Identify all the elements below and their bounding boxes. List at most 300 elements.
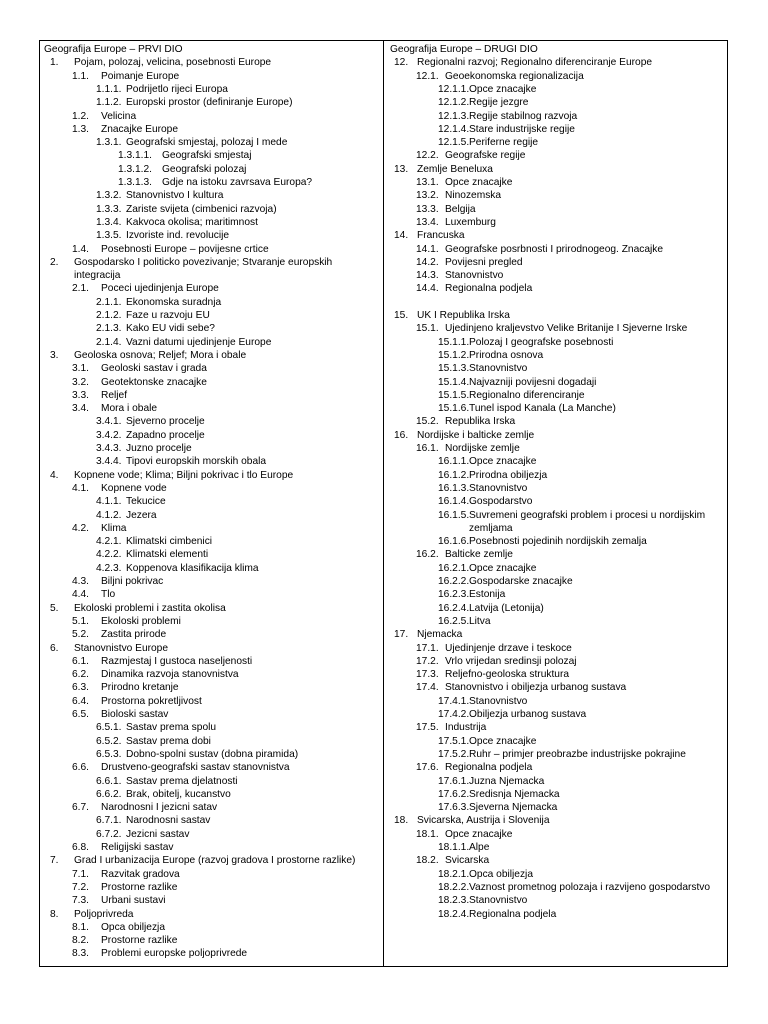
toc-item-text: Ekoloski problemi i zastita okolisa	[74, 602, 226, 614]
toc-item-text: Tlo	[101, 589, 116, 601]
toc-item-number: 17.6.3.	[438, 802, 470, 814]
toc-item-text: Problemi europske poljoprivrede	[101, 948, 248, 960]
toc-item	[390, 282, 726, 295]
toc-item	[390, 189, 726, 202]
toc-item-text: Drustveno-geografski sastav stanovnistva	[101, 762, 290, 774]
toc-item	[44, 509, 381, 522]
toc-item-text: Tipovi europskih morskih obala	[126, 456, 267, 468]
toc-item-text: Urbani sustavi	[101, 895, 166, 907]
toc-item	[44, 761, 381, 774]
toc-item-number: 1.3.1.	[96, 137, 122, 149]
toc-item	[44, 176, 381, 189]
toc-item-text: Opca obiljezja	[469, 868, 533, 880]
toc-item-number: 18.1.1.	[438, 842, 470, 853]
toc-item-number: 17.3.	[416, 669, 439, 681]
toc-item	[390, 708, 726, 721]
toc-item-number: 6.6.1.	[96, 775, 122, 787]
toc-item-text: Razmjestaj I gustoca naseljenosti	[101, 655, 253, 667]
toc-item-text: Juzna Njemacka	[469, 775, 545, 787]
toc-item-text: Stanovnistvo	[469, 363, 528, 375]
toc-item-text: Njemacka	[417, 629, 463, 641]
toc-item	[390, 695, 726, 708]
toc-item-number: 3.4.3.	[96, 443, 122, 454]
toc-item-text: Opce znacajke	[469, 735, 537, 747]
left-column-title	[44, 43, 381, 56]
toc-item-text: Stanovnistvo Europe	[74, 642, 169, 654]
toc-item	[390, 814, 726, 827]
toc-item-number: 16.1.1.	[438, 456, 470, 468]
toc-item-number: 18.2.3.	[438, 895, 470, 907]
toc-item-text: Tekucice	[126, 496, 166, 508]
toc-item-number: 17.1.	[416, 642, 439, 654]
toc-item-number: 2.1.2.	[96, 310, 122, 321]
toc-item-number: 13.3.	[416, 203, 439, 215]
toc-item-number: 18.2.	[416, 855, 439, 867]
toc-item-number: 8.1.	[72, 921, 89, 933]
toc-item-number: 3.	[50, 349, 59, 361]
toc-item	[44, 216, 381, 229]
toc-item-number: 4.1.2.	[96, 509, 122, 521]
toc-item	[44, 868, 381, 881]
toc-item-number: 4.2.1.	[96, 536, 122, 548]
toc-item	[390, 828, 726, 841]
toc-item-text: Ruhr – primjer preobrazbe industrijske pokrajine	[469, 748, 686, 760]
toc-item-text: Gdje na istoku zavrsava Europa?	[162, 177, 313, 188]
toc-item	[44, 681, 381, 694]
toc-item-number: 16.2.3.	[438, 589, 470, 601]
toc-item	[44, 775, 381, 788]
toc-item	[390, 322, 726, 335]
toc-item	[390, 229, 726, 242]
toc-item-text: Kopnene vode; Klima; Biljni pokrivac i tlo Europe	[74, 469, 294, 481]
toc-item-text: Ninozemska	[445, 190, 502, 202]
toc-item-text: Faze u razvoju EU	[126, 310, 210, 321]
toc-item	[390, 455, 726, 468]
toc-item-number: 7.2.	[72, 881, 89, 893]
toc-item	[44, 828, 381, 841]
toc-item	[44, 296, 381, 309]
toc-item	[44, 588, 381, 601]
toc-item-number: 1.3.1.2.	[118, 163, 152, 175]
toc-item	[390, 123, 726, 136]
toc-item-text: Regionalna podjela	[469, 908, 557, 920]
toc-item-text: Vazni datumi ujedinjenje Europe	[126, 336, 272, 348]
toc-item-text: Svicarska	[445, 855, 490, 867]
toc-item-text: Kako EU vidi sebe?	[126, 323, 215, 335]
toc-item	[390, 362, 726, 375]
toc-item-number: 15.1.3.	[438, 363, 470, 375]
toc-item-number: 1.3.4.	[96, 216, 122, 228]
toc-item-text: Republika Irska	[445, 416, 516, 428]
toc-item	[390, 336, 726, 349]
toc-item-text: Posebnosti pojedinih nordijskih zemalja	[469, 536, 647, 548]
toc-item	[390, 721, 726, 734]
toc-item-text: Klima	[101, 522, 127, 534]
toc-item	[390, 535, 726, 548]
toc-item-number: 16.2.1.	[438, 562, 470, 574]
toc-item-number: 13.	[394, 163, 409, 175]
toc-item-number: 3.4.2.	[96, 429, 122, 441]
toc-item-number: 8.2.	[72, 935, 89, 947]
toc-item	[390, 349, 726, 362]
toc-item-text: Stanovnistvo	[469, 695, 528, 707]
toc-item-text: Opce znacajke	[469, 83, 537, 95]
toc-item-text: Sjeverna Njemacka	[469, 802, 558, 814]
toc-item	[390, 548, 726, 561]
toc-item	[390, 216, 726, 229]
toc-item	[390, 854, 726, 867]
toc-item-text: Industrija	[445, 722, 487, 734]
toc-item-number: 6.7.	[72, 802, 89, 814]
toc-item-number: 1.1.	[72, 70, 89, 82]
toc-item	[44, 349, 381, 362]
toc-item	[44, 721, 381, 734]
toc-item-number: 4.1.	[72, 482, 89, 494]
toc-item-number: 7.1.	[72, 868, 89, 880]
toc-item-text: Grad I urbanizacija Europe (razvoj gradova I prostorne razlike)	[74, 855, 356, 867]
toc-item	[44, 854, 381, 867]
toc-item	[390, 602, 726, 615]
toc-item-number: 17.	[394, 629, 409, 641]
toc-item	[44, 415, 381, 428]
toc-item-number: 14.4.	[416, 283, 439, 295]
toc-item	[390, 495, 726, 508]
toc-item	[44, 562, 381, 575]
toc-item	[390, 442, 726, 455]
toc-item	[390, 269, 726, 282]
toc-item	[390, 881, 726, 894]
toc-item-number: 17.4.1.	[438, 695, 470, 707]
toc-item-text: Izvoriste ind. revolucije	[126, 230, 230, 242]
toc-item-number: 14.	[394, 230, 409, 242]
toc-item-number: 6.7.1.	[96, 815, 122, 827]
toc-item-text: Balticke zemlje	[445, 549, 513, 561]
toc-item-number: 14.3.	[416, 270, 439, 282]
toc-item-number: 1.3.1.1.	[118, 150, 152, 162]
toc-item	[44, 535, 381, 548]
toc-item-text: Vaznost prometnog polozaja i razvijeno gospodarstvo	[469, 881, 711, 893]
toc-item-text: Geografski smjestaj	[162, 150, 252, 162]
toc-item-number: 6.2.	[72, 669, 89, 681]
toc-item-number: 6.	[50, 642, 59, 654]
toc-item	[44, 495, 381, 508]
toc-item-number: 3.3.	[72, 389, 89, 401]
toc-item-text: Opca obiljezja	[101, 921, 165, 933]
toc-item-number: 15.1.	[416, 323, 439, 335]
toc-item-text: Gospodarske znacajke	[469, 576, 573, 587]
toc-item	[44, 788, 381, 801]
toc-item-number: 15.1.6.	[438, 403, 470, 415]
toc-item-text: Suvremeni geografski problem i procesi u nordijskim zemljama	[469, 509, 706, 534]
toc-item	[44, 735, 381, 748]
toc-item-text: Gospodarsko I politicko povezivanje; Stvaranje europskih integracija	[74, 256, 333, 282]
toc-item-text: Prirodna osnova	[469, 349, 544, 361]
toc-item-number: 16.1.2.	[438, 469, 470, 481]
toc-item-number: 15.1.2.	[438, 349, 470, 361]
toc-item-text: Geografske posrbnosti I prirodnogeog. Znacajke	[445, 243, 664, 255]
toc-item-text: Alpe	[469, 842, 490, 853]
toc-item-number: 1.3.2.	[96, 190, 122, 202]
toc-item	[390, 748, 726, 761]
toc-item-number: 1.3.	[72, 123, 89, 135]
toc-item	[390, 243, 726, 256]
toc-item-number: 16.1.6.	[438, 536, 470, 548]
toc-item	[44, 56, 381, 69]
toc-item	[44, 881, 381, 894]
toc-item-text: Stanovnistvo i obiljezja urbanog sustava	[445, 682, 627, 694]
toc-item	[390, 56, 726, 69]
toc-item-number: 1.3.3.	[96, 203, 122, 215]
toc-item-text: Belgija	[445, 203, 476, 215]
toc-item-text: Kopnene vode	[101, 482, 167, 494]
toc-item-text: Luxemburg	[445, 216, 496, 228]
toc-item	[44, 429, 381, 442]
toc-item-number: 6.6.	[72, 762, 89, 774]
toc-item	[390, 389, 726, 402]
toc-item-text: Povijesni pregled	[445, 256, 523, 268]
toc-item-text: Stanovnistvo	[445, 270, 504, 282]
toc-item	[44, 548, 381, 561]
toc-item	[44, 110, 381, 123]
toc-item-number: 16.2.	[416, 549, 439, 561]
toc-item-text: Sastav prema djelatnosti	[126, 775, 238, 787]
toc-item	[390, 402, 726, 415]
toc-item-number: 6.6.2.	[96, 788, 122, 800]
toc-item	[390, 136, 726, 149]
toc-item-number: 1.3.5.	[96, 230, 122, 242]
toc-item-text: Regionalni razvoj; Regionalno diferenciranje Europe	[417, 57, 653, 69]
toc-item-number: 4.2.3.	[96, 562, 122, 574]
toc-item	[44, 575, 381, 588]
toc-item-text: Dinamika razvoja stanovnistva	[101, 669, 239, 681]
toc-item-text: Klimatski elementi	[126, 549, 209, 561]
toc-item	[44, 389, 381, 402]
toc-item-text: Regionalna podjela	[445, 762, 533, 774]
toc-item-text: Dobno-spolni sustav (dobna piramida)	[126, 748, 299, 760]
toc-item	[44, 469, 381, 482]
toc-item	[390, 562, 726, 575]
toc-item-number: 17.6.	[416, 762, 439, 774]
toc-item-number: 3.4.	[72, 403, 89, 415]
toc-item	[390, 256, 726, 269]
toc-item-number: 2.1.3.	[96, 323, 122, 335]
toc-item-text: Znacajke Europe	[101, 123, 179, 135]
toc-item-text: Prostorne razlike	[101, 881, 178, 893]
toc-item-number: 6.1.	[72, 655, 89, 667]
toc-item-number: 6.8.	[72, 842, 89, 853]
toc-item-number: 13.2.	[416, 190, 439, 202]
right-column-title	[390, 43, 726, 56]
toc-item-text: Polozaj I geografske posebnosti	[469, 336, 614, 348]
toc-item-text: Regije jezgre	[469, 97, 529, 109]
toc-item-text: Opce znacajke	[469, 456, 537, 468]
toc-item-text: Sastav prema spolu	[126, 722, 217, 734]
toc-item	[44, 455, 381, 468]
toc-item-text: Francuska	[417, 230, 465, 242]
toc-item-number: 12.2.	[416, 150, 439, 162]
toc-item-number: 8.	[50, 908, 59, 920]
toc-item	[44, 908, 381, 921]
toc-item-number: 16.2.5.	[438, 615, 470, 627]
toc-item	[44, 402, 381, 415]
toc-item-number: 5.	[50, 602, 59, 614]
toc-item-text: Geografski polozaj	[162, 163, 247, 175]
toc-item-text: Stanovnistvo I kultura	[126, 190, 224, 202]
toc-item-number: 13.4.	[416, 216, 439, 228]
toc-item-number: 7.	[50, 855, 59, 867]
toc-item	[390, 575, 726, 588]
toc-item-text: Brak, obitelj, kucanstvo	[126, 788, 231, 800]
toc-item-text: Geografski smjestaj, polozaj I mede	[126, 137, 288, 149]
toc-item	[44, 602, 381, 615]
toc-item-number: 4.1.1.	[96, 496, 122, 508]
toc-item-text: Juzno procelje	[126, 443, 192, 454]
toc-item-text: Sjeverno procelje	[126, 416, 205, 428]
toc-item	[390, 376, 726, 389]
toc-item-text: Prirodno kretanje	[101, 682, 179, 694]
toc-item-text: Stanovnistvo	[469, 482, 528, 494]
toc-item-number: 6.5.3.	[96, 748, 122, 760]
toc-item	[44, 243, 381, 256]
toc-item-number: 1.3.1.3.	[118, 177, 152, 188]
toc-item-number: 17.5.	[416, 722, 439, 734]
toc-item-text: Posebnosti Europe – povijesne crtice	[101, 243, 269, 255]
toc-item-number: 16.2.4.	[438, 602, 470, 614]
toc-item-number: 16.1.	[416, 443, 439, 454]
toc-item	[390, 655, 726, 668]
toc-item-text: Narodnosni I jezicni satav	[101, 802, 218, 814]
toc-item	[44, 615, 381, 628]
column-divider	[383, 40, 384, 967]
toc-item-text: Litva	[469, 615, 491, 627]
toc-item	[390, 149, 726, 162]
toc-item-text: Ujedinjenje drzave i teskoce	[445, 642, 572, 654]
toc-item-number: 15.	[394, 310, 409, 321]
toc-item-number: 16.	[394, 429, 409, 441]
toc-item-text: Stare industrijske regije	[469, 123, 575, 135]
toc-item	[44, 695, 381, 708]
toc-item-number: 17.2.	[416, 655, 439, 667]
toc-item-text: Podrijetlo rijeci Europa	[126, 83, 228, 95]
toc-item-number: 4.	[50, 469, 59, 481]
toc-item-number: 1.1.2.	[96, 97, 122, 109]
toc-item-number: 5.2.	[72, 629, 89, 641]
toc-item-number: 2.1.4.	[96, 336, 122, 348]
toc-item	[44, 522, 381, 535]
toc-item	[390, 509, 726, 536]
toc-item-text: Zemlje Beneluxa	[417, 163, 493, 175]
toc-item	[44, 256, 381, 283]
toc-item-number: 15.1.5.	[438, 389, 470, 401]
toc-item-number: 6.5.	[72, 709, 89, 720]
toc-item	[390, 469, 726, 482]
toc-item	[44, 149, 381, 162]
toc-item-text: Sastav prema dobi	[126, 735, 211, 747]
toc-item-text: Nordijske zemlje	[445, 443, 520, 454]
toc-item-number: 2.	[50, 256, 59, 268]
toc-item	[390, 309, 726, 322]
toc-item	[390, 176, 726, 189]
toc-item-text: Poimanje Europe	[101, 70, 180, 82]
toc-item	[390, 761, 726, 774]
toc-item	[44, 841, 381, 854]
toc-item-number: 12.1.4.	[438, 123, 470, 135]
toc-item-text: Regionalno diferenciranje	[469, 389, 585, 401]
toc-item-text: Bioloski sastav	[101, 709, 169, 720]
toc-item-text: Vrlo vrijedan sredinsji polozaj	[445, 655, 577, 667]
toc-item-text: Pojam, polozaj, velicina, posebnosti Europe	[74, 57, 272, 69]
toc-item	[44, 801, 381, 814]
toc-item-number: 12.1.1.	[438, 83, 470, 95]
toc-item	[44, 642, 381, 655]
toc-item-text: Periferne regije	[469, 137, 539, 149]
toc-item-number: 14.2.	[416, 256, 439, 268]
toc-item	[390, 588, 726, 601]
toc-item	[390, 203, 726, 216]
toc-item-text: Estonija	[469, 589, 506, 601]
toc-item-text: Svicarska, Austrija i Slovenija	[417, 815, 550, 827]
toc-item	[44, 189, 381, 202]
toc-item	[390, 735, 726, 748]
toc-item-number: 17.4.	[416, 682, 439, 694]
toc-item-text: Najvazniji povijesni dogadaji	[469, 376, 597, 388]
toc-item	[44, 934, 381, 947]
toc-item-text: Gospodarstvo	[469, 496, 533, 508]
toc-item-number: 17.5.2.	[438, 748, 470, 760]
toc-item-text: UK I Republika Irska	[417, 310, 510, 321]
toc-item	[44, 921, 381, 934]
toc-item	[44, 322, 381, 335]
toc-item	[44, 70, 381, 83]
toc-item-number: 4.2.	[72, 522, 89, 534]
toc-item-number: 17.6.2.	[438, 788, 470, 800]
toc-item-number: 16.1.4.	[438, 496, 470, 508]
toc-item-text: Latvija (Letonija)	[469, 602, 544, 614]
toc-item-number: 15.1.1.	[438, 336, 470, 348]
toc-item-number: 12.	[394, 57, 409, 69]
toc-item	[390, 163, 726, 176]
toc-item	[390, 908, 726, 921]
toc-item-number: 6.7.2.	[96, 828, 122, 840]
toc-item-text: Poljoprivreda	[74, 908, 134, 920]
toc-item	[390, 668, 726, 681]
toc-item-text: Razvitak gradova	[101, 868, 180, 880]
toc-item	[44, 655, 381, 668]
toc-item	[44, 123, 381, 136]
toc-item	[44, 282, 381, 295]
toc-item-text: Prostorna pokretljivost	[101, 695, 202, 707]
toc-item-number: 16.2.2.	[438, 576, 470, 587]
toc-item-number: 2.1.	[72, 283, 89, 295]
toc-item-text: Kakvoca okolisa; maritimnost	[126, 216, 258, 228]
toc-item-text: Geoekonomska regionalizacija	[445, 70, 584, 82]
column-title-text: Geografija Europe – DRUGI DIO	[390, 44, 538, 55]
toc-item-number: 8.3.	[72, 948, 89, 960]
toc-item-text: Prostorne razlike	[101, 935, 178, 947]
toc-item-text: Narodnosni sastav	[126, 815, 211, 827]
toc-item-text: Reljefno-geoloska struktura	[445, 669, 570, 681]
toc-item-text: Zapadno procelje	[126, 429, 205, 441]
toc-item-number: 16.1.3.	[438, 482, 470, 494]
toc-item-text: Geografske regije	[445, 150, 526, 162]
toc-item	[44, 136, 381, 149]
toc-item-number: 3.4.1.	[96, 416, 122, 428]
toc-item-number: 18.2.2.	[438, 881, 470, 893]
toc-item	[44, 748, 381, 761]
toc-item-number: 13.1.	[416, 177, 439, 188]
toc-item-number: 18.	[394, 815, 409, 827]
toc-item-text: Prirodna obiljezja	[469, 469, 548, 481]
